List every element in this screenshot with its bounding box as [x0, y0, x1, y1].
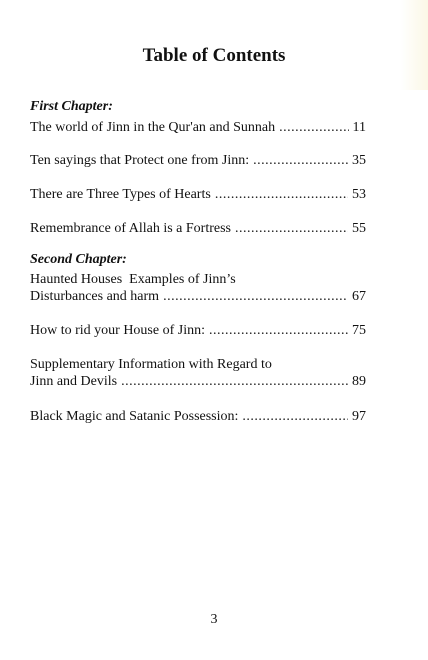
toc-entry[interactable]	[30, 220, 366, 237]
toc-entry-page: 89	[352, 374, 366, 389]
toc-entry-title: Black Magic and Satanic Possession:	[30, 409, 239, 424]
toc-entry[interactable]	[30, 271, 366, 305]
toc-entry-title-cont: Jinn and Devils	[30, 374, 118, 389]
dot-leader	[209, 322, 348, 339]
chapter-heading-first: First Chapter:	[30, 99, 113, 114]
toc-entry-title: The world of Jinn in the Qur'an and Sunnah	[30, 120, 276, 135]
toc-entry-title: Ten sayings that Protect one from Jinn:	[30, 153, 250, 168]
dot-leader	[253, 152, 348, 169]
toc-entry[interactable]	[30, 408, 366, 425]
toc-entry-title: Supplementary Information with Regard to	[30, 357, 272, 372]
dot-leader	[235, 220, 348, 237]
toc-entry-page: 55	[352, 221, 366, 236]
toc-entry[interactable]	[30, 119, 366, 136]
dot-leader	[215, 186, 348, 203]
toc-entry-page: 35	[352, 153, 366, 168]
toc-entry-title: Haunted Houses Examples of Jinn’s	[30, 272, 236, 287]
dot-leader	[163, 288, 348, 305]
toc-entry-title: There are Three Types of Hearts	[30, 187, 211, 202]
toc-entry[interactable]	[30, 322, 366, 339]
toc-entry[interactable]	[30, 186, 366, 203]
toc-entry-title-cont: Disturbances and harm	[30, 289, 160, 304]
toc-entry-title: Remembrance of Allah is a Fortress	[30, 221, 232, 236]
toc-entry-title: How to rid your House of Jinn:	[30, 323, 205, 338]
toc-entry-page: 97	[352, 409, 366, 424]
dot-leader	[279, 119, 348, 136]
toc-entry[interactable]	[30, 356, 366, 390]
toc-entry-page: 75	[352, 323, 366, 338]
page-title: Table of Contents	[142, 45, 286, 66]
page-number: 3	[210, 612, 218, 627]
toc-entry[interactable]	[30, 152, 366, 169]
toc-entry-page: 11	[352, 120, 366, 135]
toc-entry-page: 67	[352, 289, 366, 304]
toc-entry-page: 53	[352, 187, 366, 202]
dot-leader	[121, 373, 348, 390]
chapter-heading-second: Second Chapter:	[30, 252, 127, 267]
dot-leader	[242, 408, 348, 425]
